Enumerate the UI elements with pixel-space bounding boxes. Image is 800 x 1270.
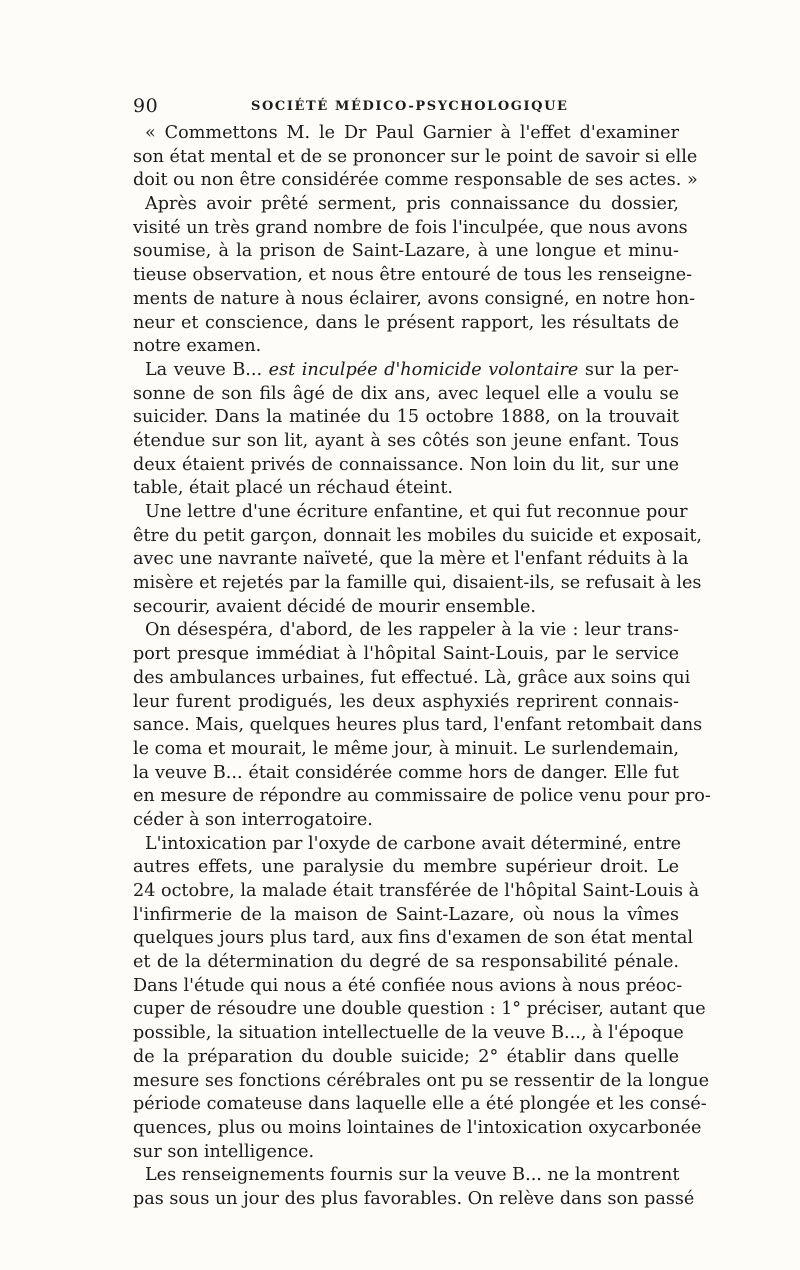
paragraph bbox=[133, 1164, 695, 1211]
text-line: visité un très grand nombre de fois l'inculpée, que nous avons bbox=[133, 217, 688, 238]
text-line: de la préparation du double suicide; 2° établir dans quelle bbox=[133, 1046, 679, 1067]
text-line: possible, la situation intellectuelle de la veuve B..., à l'époque bbox=[133, 1023, 684, 1044]
text-line: avec une navrante naïveté, que la mère et l'enfant réduits à la bbox=[133, 549, 689, 570]
text-line: Une lettre d'une écriture enfantine, et qui fut reconnue pour bbox=[145, 502, 688, 522]
text-line: ments de nature à nous éclairer, avons consigné, en notre hon- bbox=[133, 288, 696, 309]
paragraph bbox=[133, 359, 679, 501]
paragraph bbox=[133, 193, 696, 359]
text-line: céder à son interrogatoire. bbox=[133, 809, 373, 830]
text-line: Les renseignements fournis sur la veuve B... ne la montrent bbox=[145, 1165, 680, 1186]
body-text bbox=[133, 122, 711, 1212]
text-line: neur et conscience, dans le présent rapport, les résultats de bbox=[133, 312, 679, 333]
text-line: notre examen. bbox=[133, 336, 262, 357]
text-line: 24 octobre, la malade était transférée de l'hôpital Saint-Louis à bbox=[133, 881, 700, 901]
text-line: sonne de son fils âgé de dix ans, avec lequel elle a voulu se bbox=[133, 383, 679, 404]
text-line: des ambulances urbaines, fut effectué. Là, grâce aux soins qui bbox=[133, 667, 691, 688]
text-line: pas sous un jour des plus favorables. On relève dans son passé bbox=[133, 1188, 695, 1209]
page-header bbox=[133, 92, 679, 120]
text-line: sance. Mais, quelques heures plus tard, l'enfant retombait dans bbox=[133, 715, 703, 736]
text-line: L'intoxication par l'oxyde de carbone avait déterminé, entre bbox=[145, 833, 682, 854]
paragraph bbox=[133, 122, 698, 193]
text-line: deux étaient privés de connaissance. Non loin du lit, sur une bbox=[133, 454, 679, 475]
text-line: On désespéra, d'abord, de les rappeler à la vie : leur trans- bbox=[145, 620, 679, 641]
text-line: Dans l'étude qui nous a été confiée nous avions à nous préoc- bbox=[133, 975, 683, 996]
text-line: misère et rejetés par la famille qui, disaient-ils, se refusait à les bbox=[133, 573, 702, 594]
text-line: tieuse observation, et nous être entouré de tous les renseigne- bbox=[133, 265, 693, 286]
text-line: autres effets, une paralysie du membre supérieur droit. Le bbox=[133, 857, 679, 878]
text-line: Après avoir prêté serment, pris connaissance du dossier, bbox=[145, 194, 679, 215]
text-line: l'infirmerie de la maison de Saint-Lazare, où nous la vîmes bbox=[133, 904, 679, 925]
text-line: cuper de résoudre une double question : 1° préciser, autant que bbox=[133, 999, 706, 1020]
text-line: leur furent prodigués, les deux asphyxiés reprirent connais- bbox=[133, 691, 679, 712]
text-line: secourir, avaient décidé de mourir ensemble. bbox=[133, 596, 536, 617]
text-line: être du petit garçon, donnait les mobiles du suicide et exposait, bbox=[133, 525, 703, 546]
text-line: la veuve B... était considérée comme hors de danger. Elle fut bbox=[133, 762, 679, 783]
paragraph bbox=[133, 833, 710, 1165]
text-line: mesure ses fonctions cérébrales ont pu se ressentir de la longue bbox=[133, 1070, 710, 1091]
text-line: son état mental et de se prononcer sur le point de savoir si elle bbox=[133, 146, 698, 167]
text-line: quelques jours plus tard, aux fins d'examen de son état mental bbox=[133, 928, 693, 949]
text-line: et de la détermination du degré de sa responsabilité pénale. bbox=[133, 952, 679, 973]
text-line: sur son intelligence. bbox=[133, 1141, 315, 1162]
paragraph bbox=[133, 619, 711, 832]
page-number: 90 bbox=[133, 95, 159, 117]
running-head: SOCIÉTÉ MÉDICO-PSYCHOLOGIQUE bbox=[251, 99, 569, 114]
text-line: en mesure de répondre au commissaire de police venu pour pro- bbox=[133, 786, 711, 807]
text-line: table, était placé un réchaud éteint. bbox=[133, 478, 453, 499]
text-line: doit ou non être considérée comme responsable de ses actes. » bbox=[133, 170, 698, 191]
text-line: le coma et mourait, le même jour, à minuit. Le surlendemain, bbox=[133, 738, 679, 759]
italic-phrase: est inculpée d'homicide volontaire bbox=[268, 359, 579, 380]
paragraph bbox=[133, 501, 703, 619]
text-line bbox=[133, 359, 679, 383]
text-line: étendue sur son lit, ayant à ses côtés son jeune enfant. Tous bbox=[133, 430, 679, 451]
text-span: La veuve B... bbox=[145, 359, 269, 380]
text-span: sur la per- bbox=[578, 359, 679, 380]
text-line: soumise, à la prison de Saint-Lazare, à une longue et minu- bbox=[133, 241, 679, 262]
text-line: suicider. Dans la matinée du 15 octobre 1888, on la trouvait bbox=[133, 407, 679, 428]
text-line: période comateuse dans laquelle elle a été plongée et les consé- bbox=[133, 1094, 707, 1115]
text-line: « Commettons M. le Dr Paul Garnier à l'effet d'examiner bbox=[145, 123, 679, 143]
text-line: port presque immédiat à l'hôpital Saint-Louis, par le service bbox=[133, 644, 679, 665]
text-line: quences, plus ou moins lointaines de l'intoxication oxycarbonée bbox=[133, 1117, 702, 1138]
